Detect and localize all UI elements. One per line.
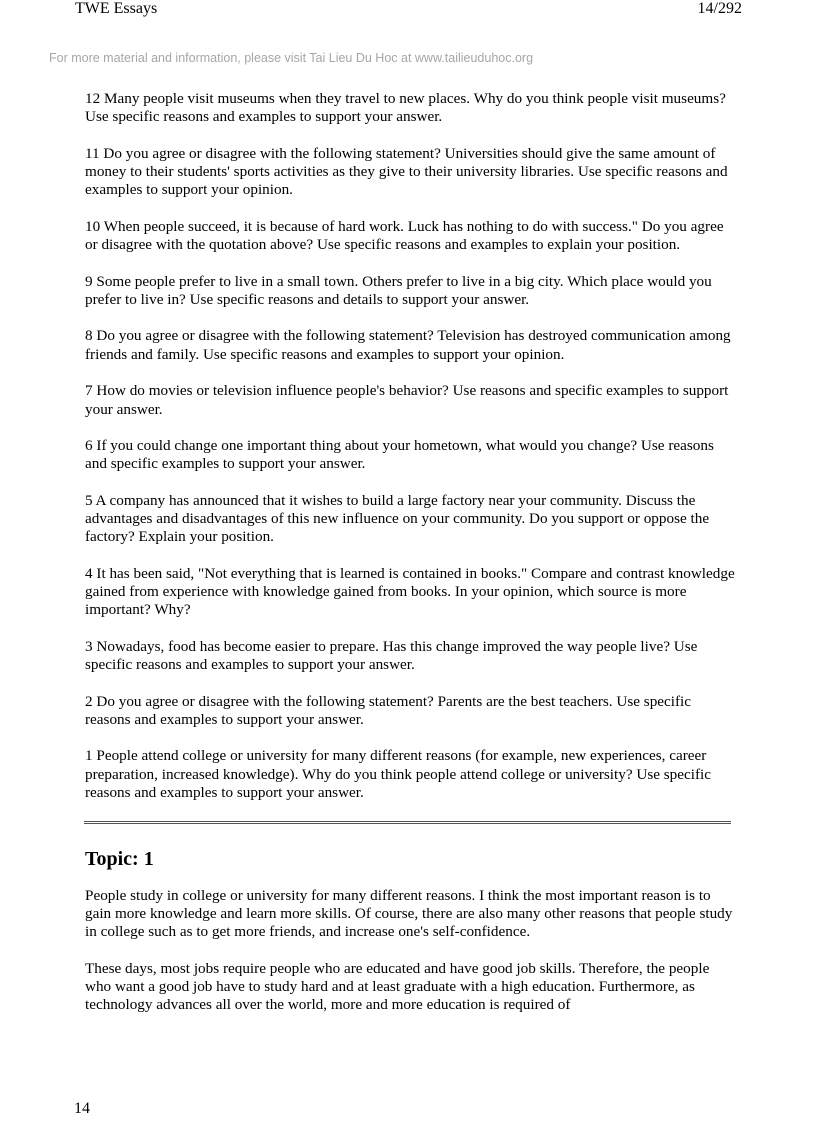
question-12: 12 Many people visit museums when they travel to new places. Why do you think people visit museums? Use specific reasons and examples to support your answer. <box>85 90 726 126</box>
watermark-text: For more material and information, please visit Tai Lieu Du Hoc at www.tailieuduhoc.org <box>49 51 534 65</box>
question-2: 2 Do you agree or disagree with the following statement? Parents are the best teachers. Use specific reasons and examples to support your answer. <box>85 692 692 728</box>
topic-paragraph: These days, most jobs require people who are educated and have good job skills. Therefore, the people who want a good job have to study hard and at least graduate with a high education. Furthermore, as technology advances all over the world, more and more education is required of <box>85 959 710 1014</box>
question-11: 11 Do you agree or disagree with the following statement? Universities should give the same amount of money to their students' sports activities as they give to their university libraries. Use specific reasons and examples to support your opinion. <box>85 144 728 199</box>
question-1: 1 People attend college or university for many different reasons (for example, new experiences, career preparation, increased knowledge). Why do you think people attend college or university? Use specific reasons and examples to support your answer. <box>85 747 711 802</box>
question-8: 8 Do you agree or disagree with the following statement? Television has destroyed communication among friends and family. Use specific reasons and examples to support your opinion. <box>85 327 731 363</box>
page-indicator: 14/292 <box>697 0 742 17</box>
question-10: 10 When people succeed, it is because of hard work. Luck has nothing to do with success." Do you agree or disagree with the quotation above? Use specific reasons and examples to explain your position. <box>85 217 724 254</box>
footer-page-number: 14 <box>74 1100 90 1117</box>
topic-heading: Topic: 1 <box>85 847 154 870</box>
question-9: 9 Some people prefer to live in a small town. Others prefer to live in a big city. Which place would you prefer to live in? Use specific reasons and details to support your answer. <box>85 272 712 308</box>
document-title: TWE Essays <box>75 0 158 17</box>
question-6: 6 If you could change one important thing about your hometown, what would you change? Use reasons and specific examples to support your answer. <box>85 436 714 473</box>
question-7: 7 How do movies or television influence people's behavior? Use reasons and specific examples to support your answer. <box>85 382 729 418</box>
question-4: 4 It has been said, "Not everything that is learned is contained in books." Compare and contrast knowledge gained from experience with knowledge gained from books. In your opinion, which source is more important? Why? <box>85 564 735 619</box>
question-5: 5 A company has announced that it wishes to build a large factory near your community. Discuss the advantages and disadvantages of this new influence on your community. Do you support or oppose the factory? Explain your position. <box>85 491 710 546</box>
topic-paragraph: People study in college or university for many different reasons. I think the most important reason is to gain more knowledge and learn more skills. Of course, there are also many other reasons that people study in college such as to get more friends, and increase one's self-confidence. <box>85 886 733 941</box>
question-3: 3 Nowadays, food has become easier to prepare. Has this change improved the way people live? Use specific reasons and examples to support your answer. <box>85 637 698 674</box>
page-content <box>85 90 735 1033</box>
section-divider <box>84 821 731 824</box>
